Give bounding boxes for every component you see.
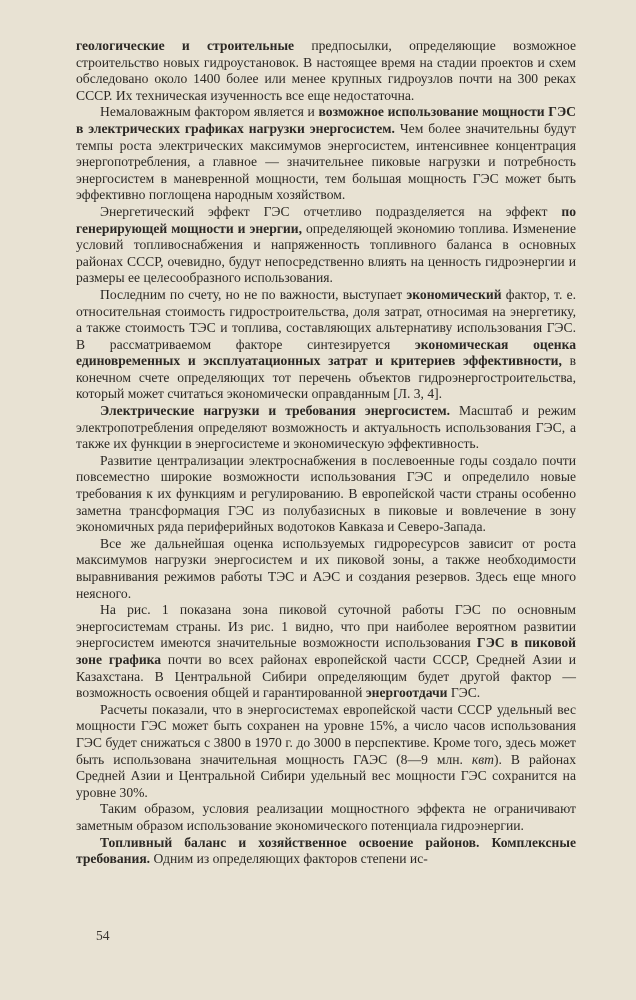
text-run: фактор, т. е. относительная стоимость гидростроительства, доля затрат, относимая на энергетику, а также стоимость ТЭС и топлива, составляющих альтернативу использования ГЭС. В рассматриваемом факторе синтезируется: [76, 286, 576, 352]
text-run: Таким образом, условия реализации мощностного эффекта не ограничивают заметным образом использование экономического потенциала гидроэнергии.: [76, 801, 576, 833]
text-run: Последним по счету, но не по важности, выступает: [100, 286, 407, 302]
bold-run: по генерирующей мощности и энергии,: [76, 203, 576, 236]
paragraph: [76, 38, 576, 104]
text-run: ГЭС.: [447, 685, 481, 701]
bold-run: Электрические нагрузки и требования энергосистем.: [100, 403, 451, 419]
paragraph: [76, 835, 576, 868]
paragraph: [76, 104, 576, 204]
bold-run: Топливный баланс и хозяйственное освоение районов. Комплексные требования.: [76, 834, 576, 867]
bold-run: энергоотдачи: [365, 685, 448, 701]
bold-run: ГЭС в пиковой зоне графика: [76, 635, 577, 667]
paragraph: [76, 602, 576, 702]
text-run: Чем более значительны будут темпы роста электрических максимумов энергосистем, интенсивнее концентрация энергопотребления, а главное — значительнее пиковые нагрузки и потребность энергосистем в маневренной мощности, тем большая мощность ГЭС может быть эффективно поглощена народным хозяйством.: [76, 120, 576, 203]
text-run: Энергетический эффект ГЭС отчетливо подразделяется на эффект: [100, 203, 562, 219]
paragraph: [76, 287, 576, 403]
paragraph: [76, 453, 576, 536]
text-run: Масштаб и режим электропотребления определяют возможность и актуальность использования ГЭС, а также их функции в энергосистеме и экономическую эффективность.: [76, 403, 576, 452]
paragraph: [76, 536, 576, 602]
text-run: ). В районах Средней Азии и Центральной Сибири удельный вес мощности ГЭС сохранится на уровне 30%.: [76, 751, 576, 800]
bold-run: возможное использование мощности ГЭС в электрических графиках нагрузки энергосистем.: [76, 104, 576, 136]
page-number: 54: [96, 928, 110, 943]
bold-run: экономическая оценка единовременных и эксплуатационных затрат и критериев эффективности,: [76, 336, 576, 369]
text-run: Немаловажным фактором является и: [100, 104, 319, 120]
text-run: Расчеты показали, что в энергосистемах европейской части СССР удельный вес мощности ГЭС может быть сохранен на уровне 15%, а число часов использования ГЭС будет снижаться с 3800 в 1970 г. до 3000 в перспективе. Кроме того, здесь может быть использована значительная мощность ГАЭС (8—9 млн.: [76, 701, 576, 767]
bold-run: экономический: [406, 286, 502, 302]
text-run: предпосылки, определяющие возможное строительство новых гидроустановок. В настоящее время на стадии проектов и схем обследовано около 1400 более или менее крупных гидроузлов почти на 300 реках СССР. Их техническая изученность все еще недостаточна.: [76, 38, 577, 103]
text-run: На рис. 1 показана зона пиковой суточной работы ГЭС по основным энергосистемам страны. Из рис. 1 видно, что при наиболее вероятном развитии энергосистем имеются значительные возможности использования: [76, 602, 576, 651]
text-run: Все же дальнейшая оценка используемых гидроресурсов зависит от роста максимумов нагрузки энергосистем и их пиковой зоны, а также необходимости выравнивания режимов работы ТЭС и АЭС и создания резервов. Здесь еще много неясного.: [76, 535, 576, 601]
text-run: в конечном счете определяющих тот перечень объектов гидроэнергостроительства, который может считаться экономически оправданным [Л. 3, 4].: [76, 353, 577, 402]
paragraph: [76, 204, 576, 287]
text-run: определяющей экономию топлива. Изменение условий топливоснабжения и напряженность топливного баланса в основных районах СССР, очевидно, будут непосредственно влиять на ценность гидроэнергии и размеры ее целесообразного использования.: [76, 220, 576, 286]
italic-run: квт: [471, 751, 494, 767]
body-text: [76, 38, 576, 868]
text-run: Развитие централизации электроснабжения в послевоенные годы создало почти повсеместно широкие возможности использования ГЭС и определило новые требования к их функциям и регулированию. В европейской части страны особенно заметна трансформация ГЭС из полубазисных в пиковые и вовлечение в зону экономичных ряда периферийных водотоков Кавказа и Северо-Запада.: [76, 452, 576, 535]
text-run: почти во всех районах европейской части СССР, Средней Азии и Казахстана. В Центральной Сибири определяющим будет другой фактор — возможность освоения общей и гарантированной: [76, 651, 576, 701]
paragraph: [76, 702, 576, 802]
paragraph: [76, 403, 576, 453]
bold-run: геологические и строительные: [76, 38, 295, 53]
text-run: Одним из определяющих факторов степени ис-: [150, 851, 428, 867]
paragraph: [76, 801, 576, 834]
